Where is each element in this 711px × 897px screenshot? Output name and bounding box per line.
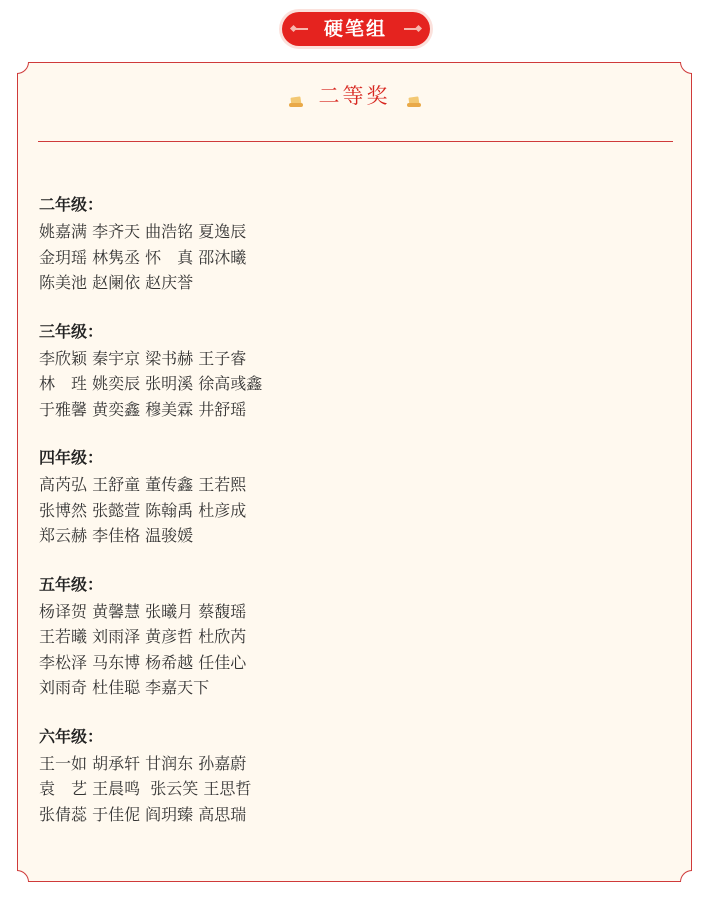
name-row: 林 珄 姚奕辰 张明溪 徐高彧鑫 [39, 374, 263, 393]
grade-section [39, 573, 669, 701]
name-row: 金玥瑶 林隽丞 怀 真 邵沐曦 [39, 247, 247, 267]
panel-corner-notch [680, 62, 692, 74]
title-divider [38, 141, 673, 142]
scroll-icon [407, 97, 421, 108]
grade-section [39, 320, 669, 423]
panel-corner-notch [17, 62, 29, 74]
scroll-icon [289, 97, 303, 108]
award-panel [17, 62, 692, 882]
winners-list [39, 193, 669, 851]
section-badge [282, 12, 430, 46]
grade-heading: 五年级： [39, 574, 104, 594]
section-badge-wrap [0, 12, 711, 48]
grade-section [39, 725, 669, 828]
grade-section [39, 446, 669, 549]
grade-heading: 四年级： [39, 448, 104, 467]
panel-corner-notch [17, 870, 29, 882]
prize-title: 二等奖 [318, 84, 391, 108]
name-row: 高芮弘 王舒童 董传鑫 王若熙 [39, 475, 247, 494]
name-row: 陈美池 赵阑依 赵庆誉 [39, 273, 194, 292]
name-row: 郑云赫 李佳格 温骏媛 [39, 526, 194, 545]
name-row: 张博然 张懿萱 陈翰禹 杜彦成 [39, 500, 247, 520]
section-badge-label: 硬笔组 [323, 18, 387, 40]
name-row: 王若曦 刘雨泽 黄彦哲 杜欣芮 [39, 627, 247, 646]
name-row: 张倩蕊 于佳伲 阎玥臻 高思瑞 [39, 804, 247, 824]
badge-right-ornament-icon [404, 28, 418, 30]
grade-section [39, 193, 669, 296]
name-row: 杨译贺 黄馨慧 张曦月 蔡馥瑶 [39, 601, 247, 621]
name-row: 李松泽 马东博 杨希越 任佳心 [39, 652, 247, 672]
name-row: 王一如 胡承轩 甘润东 孙嘉蔚 [39, 753, 247, 773]
name-row: 姚嘉满 李齐天 曲浩铭 夏逸辰 [39, 222, 247, 241]
grade-heading: 六年级： [39, 726, 104, 746]
name-row: 刘雨奇 杜佳聪 李嘉天下 [39, 678, 210, 697]
badge-left-ornament-icon [294, 28, 308, 30]
name-row: 于雅馨 黄奕鑫 穆美霖 井舒瑶 [39, 399, 247, 419]
prize-title-row [18, 75, 691, 115]
grade-heading: 三年级： [39, 321, 104, 341]
grade-heading: 二年级： [39, 195, 104, 214]
name-row: 李欣颖 秦宇京 梁书赫 王子睿 [39, 348, 247, 368]
name-row: 袁 艺 王晨鸣 张云笑 王思哲 [39, 779, 252, 798]
panel-corner-notch [680, 870, 692, 882]
